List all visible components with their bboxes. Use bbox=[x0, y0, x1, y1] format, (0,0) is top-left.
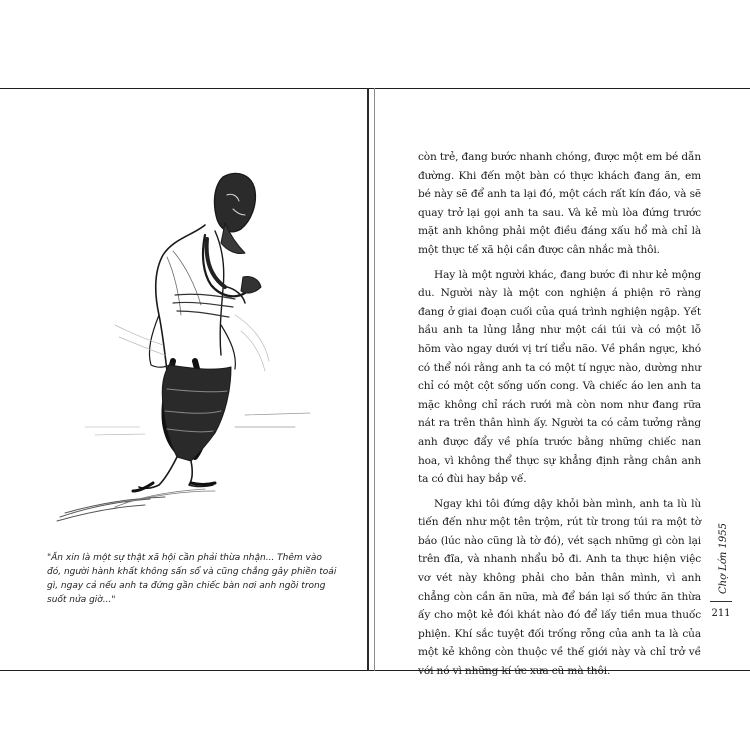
running-head-divider bbox=[710, 601, 732, 602]
illustration-caption: "Ăn xin là một sự thật xã hội cần phải thừa nhận... Thêm vào đó, người hành khất không sấn sổ và cũng chẳng gây phiền toái gì, ngay cả nếu anh ta đứng gần chiếc bàn nơi anh ngồi trong suốt nửa giờ..." bbox=[47, 553, 337, 605]
paragraph-1: còn trẻ, đang bước nhanh chóng, được một em bé dẫn đường. Khi đến một bàn có thực khách đang ăn, em bé này sẽ để anh ta lại đó, một cách rất kín đáo, và sẽ quay trở lại gọi anh ta sau. Và kẻ mù lòa đứng trước mặt anh không phải một điều đáng xấu hổ mà chỉ là một thực tế xã hội cần được cân nhắc mà thôi. bbox=[418, 151, 701, 256]
running-head-title: Chợ Lớn 1955 bbox=[718, 522, 730, 594]
paragraph-3: Ngay khi tôi đứng dậy khỏi bàn mình, anh ta lù lù tiến đến như một tên trộm, rút từ trong túi ra một tờ báo (lúc nào cũng là tờ đó), vét sạch những gì còn lại trên đĩa, và nhanh nhẩu bỏ đi. Anh ta thực hiện việc vơ vét này không phải cho bản thân mình, vì anh chẳng còn cần ăn nữa, mà để bán lại số thức ăn thừa ấy cho một kẻ đói khát nào đó để lấy tiền mua thuốc phiện. Khí sắc tuyệt đối trống rỗng của anh ta là của một kẻ không còn thuộc về thế giới này và chỉ trở về với nó vì những kí ức xưa cũ mà thôi. bbox=[418, 497, 701, 678]
running-head bbox=[708, 520, 740, 596]
gutter-edge-right bbox=[374, 88, 375, 671]
gutter-edge-left bbox=[367, 88, 369, 671]
paragraph-2: Hay là một người khác, đang bước đi như kẻ mộng du. Người này là một con nghiện á phiện rõ ràng đang ở giai đoạn cuối của quá trình nghiện ngập. Yết hầu anh ta lủng lẳng như một cái túi và có một lỗ hõm vào ngay dưới vị trí tiểu não. Về phần ngực, khó có thể nói rằng anh ta có một tí ngực nào, dường như chỉ có một cột sống uốn cong. Và chiếc áo len anh ta mặc không chỉ rách rưới mà còn nom như đang rữa nát ra trên thân hình ấy. Người ta có cảm tưởng rằng anh được đẩy về phía trước bằng những chiếc nan hoa, vì không thể thực sự khẳng định rằng chân anh ta có đùi hay bắp vế. bbox=[418, 268, 701, 486]
body-text bbox=[418, 148, 701, 681]
page-top-edge bbox=[0, 88, 750, 89]
sketch-of-beggar-figure-icon bbox=[55, 165, 320, 525]
page-number: 211 bbox=[711, 608, 731, 619]
